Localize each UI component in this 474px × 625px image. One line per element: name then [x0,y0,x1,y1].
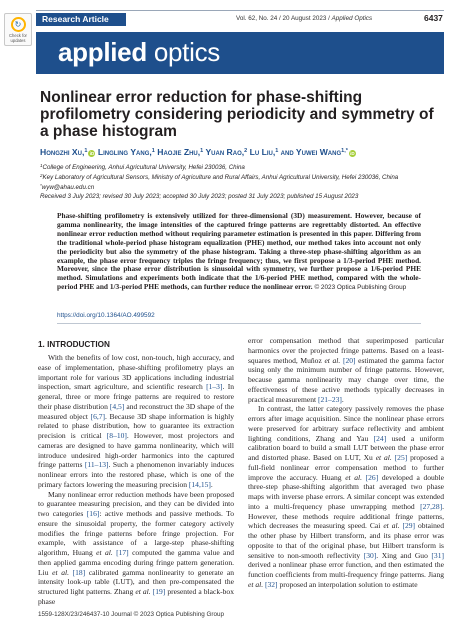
body-column-left [38,339,234,607]
text-run: In contrast, the latter category passively removes the phase errors after image acquisition. Since the nonlinear phase errors were preserved for arbitrary surface reflectivity and ambient lighting conditions, Zhang and Yau [248,404,444,443]
affiliation-line [40,162,440,172]
text-run: . In general, three or more fringe patterns are required to restore their phase distribution [38,382,235,411]
author-name: Yuwei Wang [295,147,342,157]
citation-link[interactable]: [30] [363,550,377,560]
citation-link[interactable]: [24] [373,433,387,443]
text-run: error compensation method that superimposed particular harmonics over the projected fringe patterns. Based on a least-squares method, Muñoz [248,336,444,365]
citation-link[interactable]: [32] [264,579,278,589]
citation-link[interactable]: [6,7] [90,411,106,421]
text-run: Many nonlinear error reduction methods have been proposed to guarantee measuring precision, and they can be divided into two categories [38,489,234,518]
body-paragraph [248,404,444,589]
author-affiliation-mark: 1 [151,148,155,154]
article-dates: Received 3 July 2023; revised 30 July 2023; accepted 30 July 2023; posted 31 July 2023; published 15 August 2023 [40,193,359,200]
italic-text: et al. [96,548,113,557]
affiliation-line [40,172,440,182]
text-run: calibrated gamma nonlinearity to generate an intensity look-up table (LUT), and then pre-compensated the structured light patterns. Zhang [38,567,234,596]
abstract-text: Phase-shifting profilometry is extensively utilized for three-dimensional (3D) measurement. However, because of gamma nonlinearity, the image intensities of the captured fringe patterns are regrettably distorted. An effective nonlinear error reduction method without requiring parameter estimation is presented in this paper. Differing from the traditional whole-period phase histogram equalization (PHE) method, our method takes into account not only the periodicity but also the symmetry of the phase histogram. Taking a three-step phase-shifting algorithm as an example, the phase error frequency triples the fringe frequency; thus, we first propose a 1/3-period PHE method. Moreover, since the phase error distribution is sinusoidal with symmetry, we further propose a 1/6-period PHE method. Simulations and experiments both indicate that the 1/6-period PHE method, compared with the whole-period PHE and 1/3-period PHE methods, can further reduce the nonlinear error. [57,211,421,292]
italic-text: et al. [248,579,264,589]
affiliation-text: Key Laboratory of Agricultural Sensors, Ministry of Agriculture and Rural Affairs, Anhui Agricultural University, Hefei 230036, China [42,174,399,182]
text-run: . Xing and Guo [376,550,432,560]
italic-text: et al. [383,521,400,531]
italic-text: et al. [345,472,363,482]
citation-link[interactable]: [26] [365,472,379,482]
text-run: . However, most projectors and cameras are designed to have gamma nonlinearity, which will introduce undesired high-order harmonics into the captured fringe patterns [38,431,234,470]
text-run: used a uniform calibration board to build a small LUT between the phase error and distorted phase. Based on LUT, Xu [248,433,444,462]
text-run: computed the gamma value and then applied gamma encoding during fringe pattern generation. Liu [38,548,235,577]
update-check-icon: ↻ [11,17,26,32]
copyright: © 2023 Optica Publishing Group [314,284,407,292]
citation-link[interactable]: [4,5] [109,401,125,411]
citation-link[interactable]: [27,28] [420,501,443,511]
orcid-icon[interactable]: iD [89,151,95,156]
citation-link[interactable]: [18] [72,567,86,577]
logo-regular: optics [146,37,220,67]
text-run: . [210,479,213,489]
affiliation-text: College of Engineering, Anhui Agricultural University, Hefei 230036, China [42,164,245,171]
header-rule [36,10,444,11]
author-list [40,147,450,157]
text-run: proposed a full-field nonlinear error compensation method to further improve the accuracy. Huang [248,453,444,482]
citation-link[interactable]: [20] [342,355,356,365]
citation-link[interactable]: [19] [152,587,166,596]
check-for-updates-label: Check for updates [9,33,27,43]
journal-logo [58,37,220,67]
author-name: Yuan Rao, [205,147,245,157]
article-title: Nonlinear error reduction for phase-shifting profilometry considering periodicity and symmetry of a phase histogram [40,89,434,140]
journal-name: Applied Optics [331,15,373,22]
text-run: proposed an interpolation solution to estimate [277,579,418,589]
citation-link[interactable]: [25] [394,453,408,462]
body-paragraph [38,353,234,490]
text-run: With the benefits of low cost, non-touch, high accuracy, and ease of implementation, phase-shifting profilometry plays an important role for various 3D applications including industrial inspection, smart agriculture, and scientific research [38,353,234,392]
text-run: estimated the gamma factor using only the minimum number of fringe patterns. However, because gamma nonlinearity may change over time, the effectiveness of these active methods typically decreases in practical measurement [248,355,445,404]
author-affiliation-mark: 1 [275,148,279,154]
citation-link[interactable]: [1–3] [206,382,223,392]
section-heading: 1. INTRODUCTION [38,340,110,349]
italic-text: et al. [375,453,392,462]
volume-info [236,15,372,22]
text-run: . However, these methods require additional fringe patterns, which decreases the measuring speed. Cai [248,501,444,531]
citation-link[interactable]: [31] [431,550,444,560]
body-paragraph [248,336,444,404]
abstract-divider [57,323,421,324]
citation-link[interactable]: [21–23] [317,394,342,404]
body-paragraph [38,490,234,607]
author-name: Lingling Yang, [97,147,152,157]
italic-text: et al. [324,355,341,365]
author-affiliation-mark: 2 [244,148,248,154]
logo-bold: applied [58,37,147,67]
abstract [57,212,421,293]
affiliation-text: wyw@ahau.edu.cn [41,184,95,192]
affiliation-mark: 1 [40,163,43,168]
text-run: developed a double three-step phase-shifting algorithm that averaged two phase maps with inverse phase errors. A similar concept was extended into a multi-frequency phase unwrapping method [248,472,444,511]
citation-link[interactable]: [16] [86,509,100,518]
text-run: . Such a phenomenon invariably induces nonlinear errors into the restored phase, which is one of the primary factors lowering the measuring precision [38,460,234,489]
text-run: : active methods and passive methods. To ensure the sinusoidal property, the former category actively modifies the fringe patterns before fringe projection. For example, with assistance of a large-step phase-shifting algorithm, Huang [38,509,234,557]
citation-link[interactable]: [14,15] [188,479,211,489]
page-footer: 1559-128X/23/246437-10 Journal © 2023 Optica Publishing Group [38,611,224,618]
author-name: Haojie Zhu, [157,147,201,157]
text-run: . [341,394,344,404]
author-separator: and [278,147,296,157]
citation-link[interactable]: [11–13] [84,460,109,470]
citation-link[interactable]: [8–10] [106,431,127,440]
body-column-right [248,336,444,590]
author-affiliation-mark: 1 [84,148,88,154]
author-name: Hongzhi Xu, [40,147,85,157]
affiliation-mark: * [40,183,42,189]
text-run: presented a black-box phase [38,587,234,606]
affiliation-line [40,182,440,192]
affiliation-mark: 2 [40,173,43,179]
check-for-updates-badge[interactable] [4,13,32,46]
journal-banner [36,32,444,74]
text-run: and reconstruct the 3D shape of the measured object [38,401,234,421]
text-run: derived a nonlinear phase error function, and then estimated the function coefficients from multi-frequency fringe patterns. Jiang [248,560,444,579]
doi-link[interactable]: https://doi.org/10.1364/AO.499592 [57,312,155,319]
section-tab: Research Article [36,13,126,26]
italic-text: et al. [135,587,151,596]
citation-link[interactable]: [17] [116,548,129,557]
author-affiliation-mark: 1 [200,148,204,154]
text-run: obtained the other phase by Hilbert transform, and its phase error was opposite to that of the original phase, but Hilbert transform is sensitive to non-smooth reflectivity [248,521,444,560]
citation-link[interactable]: [29] [402,521,416,531]
affiliations [40,162,440,193]
orcid-icon[interactable]: iD [350,151,355,156]
text-run: . Because 3D shape information is highly related to phase distribution, how to guarantee its extraction precision is critical [38,411,234,440]
page-number: 6437 [424,13,443,23]
italic-text: et al. [52,567,69,577]
author-name: Lu Liu, [249,147,276,157]
volume-text: Vol. 62, No. 24 / 20 August 2023 / [236,15,332,22]
author-affiliation-mark: 1,* [341,148,348,154]
